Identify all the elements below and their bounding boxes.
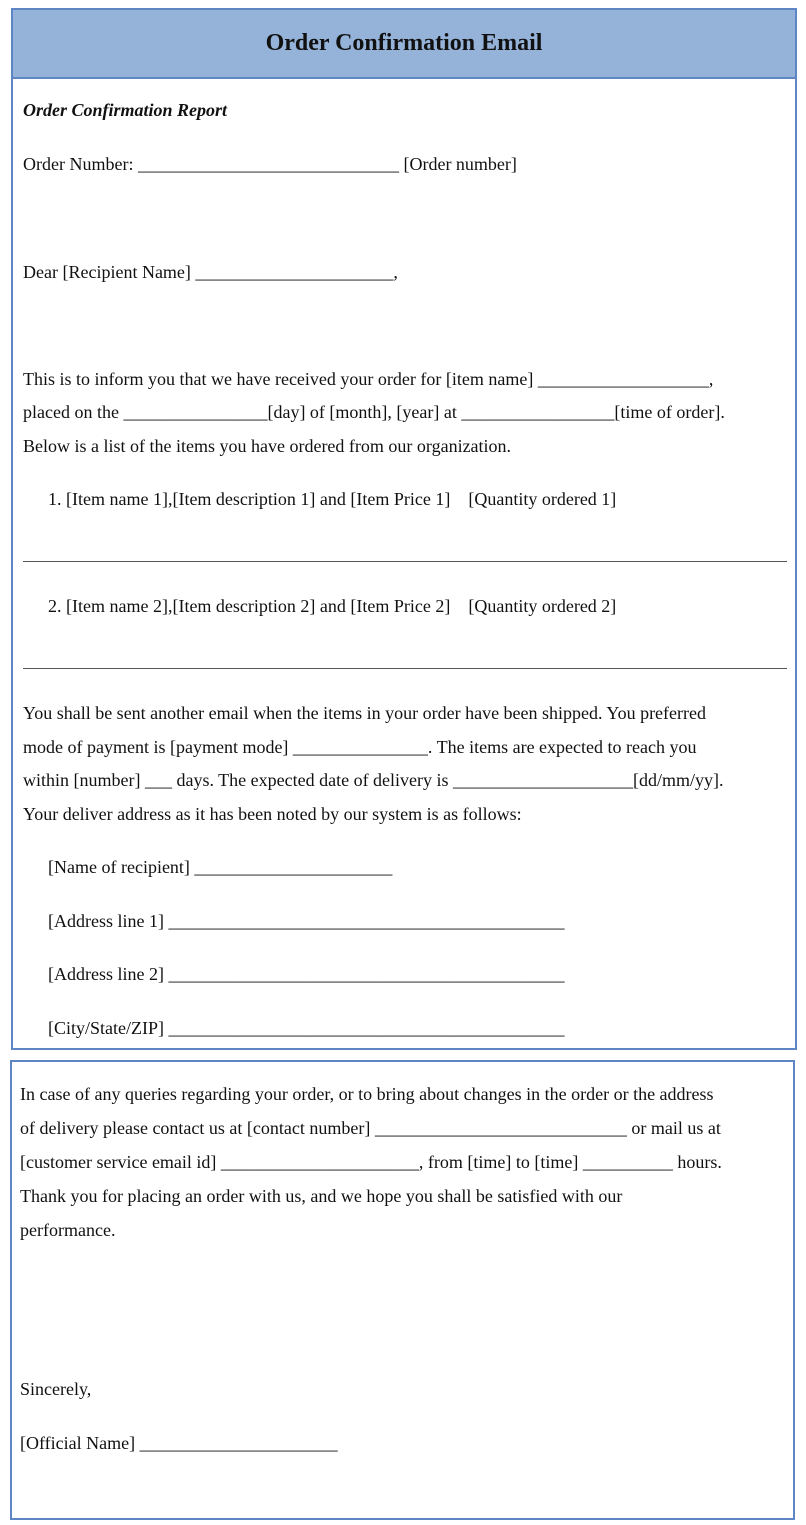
contact-line-1: In case of any queries regarding your order, or to bring about changes in the order or the address	[20, 1084, 714, 1104]
signature-line: [Official Name] ______________________	[20, 1433, 338, 1453]
order-item-2: 2. [Item name 2],[Item description 2] and [Item Price 2] [Quantity ordered 2]	[48, 596, 617, 616]
title-bar	[13, 10, 795, 79]
order-number-line: Order Number: _____________________________ [Order number]	[23, 154, 517, 174]
address-line-2: [Address line 2] ____________________________________________	[48, 964, 565, 984]
shipping-line-1: You shall be sent another email when the items in your order have been shipped. You preferred	[23, 703, 707, 723]
report-heading: Order Confirmation Report	[23, 100, 228, 120]
contact-line-2: of delivery please contact us at [contact number] ____________________________ or mail us at	[20, 1118, 721, 1138]
order-form-panel	[11, 8, 797, 1050]
shipping-line-4: Your deliver address as it has been noted by our system is as follows:	[23, 804, 522, 824]
order-item-1: 1. [Item name 1],[Item description 1] and [Item Price 1] [Quantity ordered 1]	[48, 489, 617, 509]
intro-line-3: Below is a list of the items you have ordered from our organization.	[23, 436, 512, 456]
intro-line-2: placed on the ________________[day] of [month], [year] at _________________[time of order].	[23, 402, 725, 422]
item-divider-1	[23, 561, 787, 562]
contact-line-3: [customer service email id] ______________________, from [time] to [time] __________ hours.	[20, 1152, 722, 1172]
shipping-line-3: within [number] ___ days. The expected date of delivery is ____________________[dd/mm/yy].	[23, 770, 724, 790]
contact-line-5: performance.	[20, 1220, 116, 1240]
address-recipient-line: [Name of recipient] ______________________	[48, 857, 393, 877]
page-title: Order Confirmation Email	[265, 30, 543, 56]
contact-panel	[10, 1060, 795, 1520]
address-line-1: [Address line 1] ____________________________________________	[48, 911, 565, 931]
closing: Sincerely,	[20, 1379, 92, 1399]
shipping-line-2: mode of payment is [payment mode] _______________. The items are expected to reach you	[23, 737, 697, 757]
item-divider-2	[23, 668, 787, 669]
address-city-state-zip-line: [City/State/ZIP] ____________________________________________	[48, 1018, 565, 1038]
intro-line-1: This is to inform you that we have received your order for [item name] ___________________,	[23, 369, 714, 389]
salutation-line: Dear [Recipient Name] ______________________,	[23, 262, 398, 282]
contact-line-4: Thank you for placing an order with us, and we hope you shall be satisfied with our	[20, 1186, 623, 1206]
